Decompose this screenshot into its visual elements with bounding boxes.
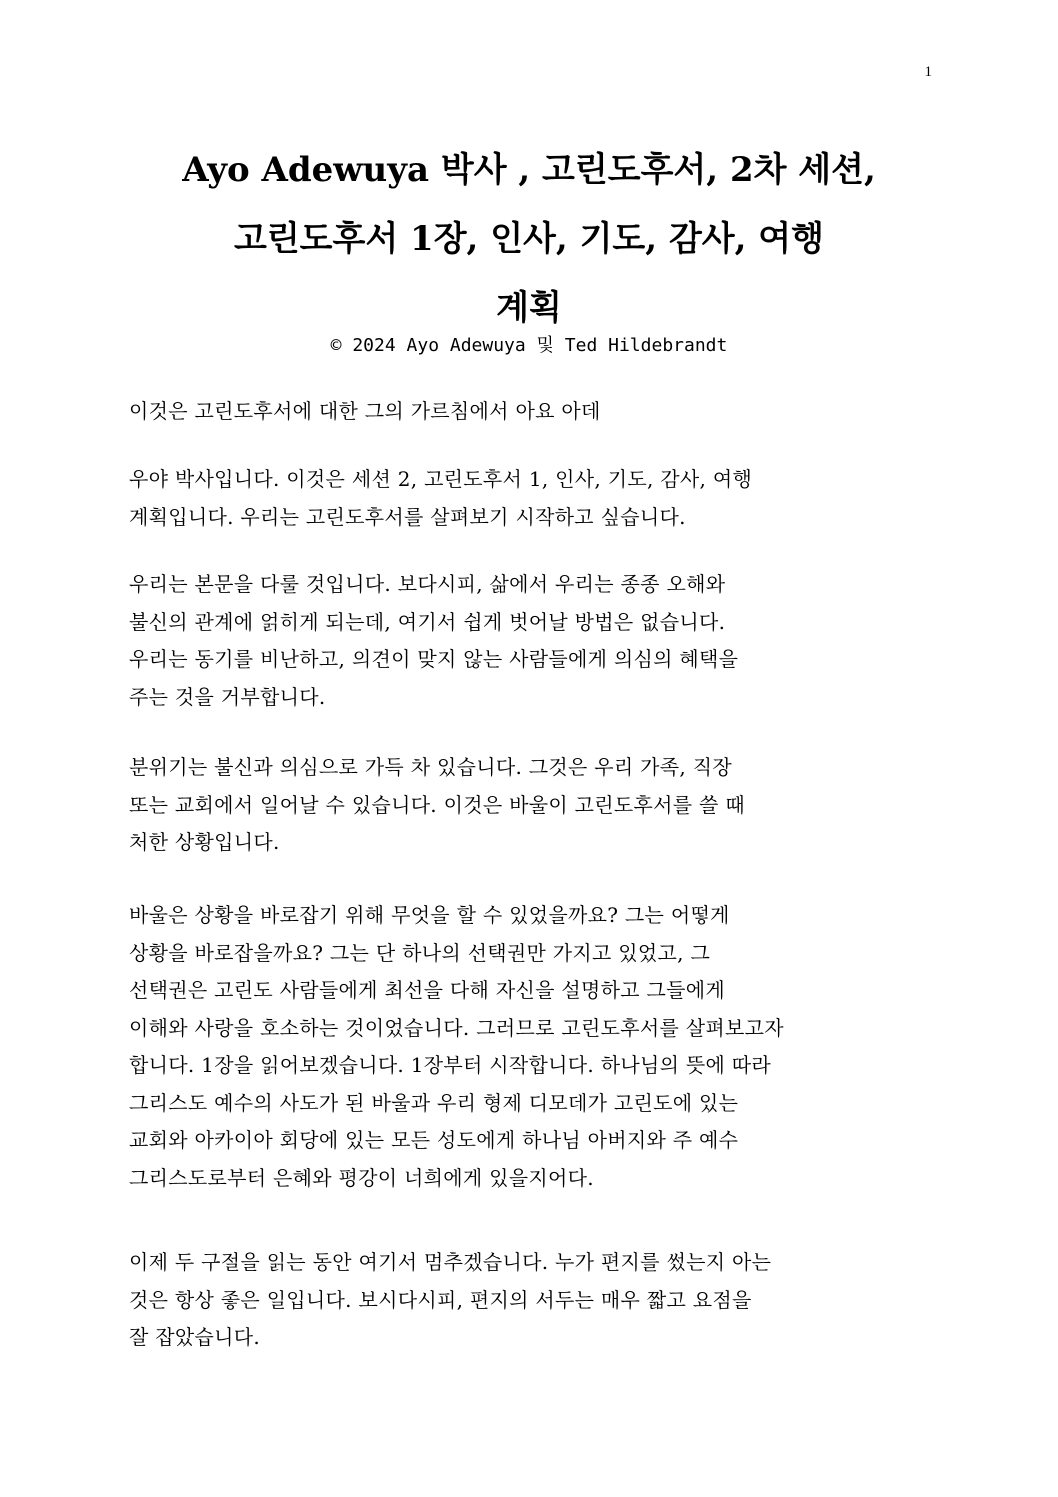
paragraph-line: 그리스도 예수의 사도가 된 바울과 우리 형제 디모데가 고린도에 있는 <box>129 1090 739 1115</box>
paragraph-line: 주는 것을 거부합니다. <box>129 684 326 709</box>
title-line: 고린도후서 1장, 인사, 기도, 감사, 여행 <box>233 219 824 259</box>
title-line: Ayo Adewuya 박사 , 고린도후서, 2차 세션, <box>182 150 876 190</box>
paragraph-line: 처한 상황입니다. <box>129 830 280 854</box>
paragraph-line: 상황을 바로잡을까요? 그는 단 하나의 선택권만 가지고 있었고, 그 <box>129 940 711 965</box>
paragraph-5 <box>129 897 929 1197</box>
paragraph-line: 그리스도로부터 은혜와 평강이 너희에게 있을지어다. <box>129 1165 594 1190</box>
paragraph-line: 또는 교회에서 일어날 수 있습니다. 이것은 바울이 고린도후서를 쓸 때 <box>129 792 745 817</box>
paragraph-line: 교회와 아카이아 회당에 있는 모든 성도에게 하나님 아버지와 주 예수 <box>129 1128 739 1152</box>
paragraph-line: 잘 잡았습니다. <box>129 1325 261 1349</box>
paragraph-line: 합니다. 1장을 읽어보겠습니다. 1장부터 시작합니다. 하나님의 뜻에 따라 <box>129 1053 771 1077</box>
paragraph-2 <box>129 461 929 536</box>
paragraph-line: 우야 박사입니다. 이것은 세션 2, 고린도후서 1, 인사, 기도, 감사, 여행 <box>129 467 753 491</box>
document-title <box>120 136 938 343</box>
paragraph-line: 분위기는 불신과 의심으로 가득 차 있습니다. 그것은 우리 가족, 직장 <box>129 755 732 779</box>
paragraph-line: 불신의 관계에 얽히게 되는데, 여기서 쉽게 벗어날 방법은 없습니다. <box>129 609 726 634</box>
paragraph-line: 우리는 동기를 비난하고, 의견이 맞지 않는 사람들에게 의심의 혜택을 <box>129 647 739 671</box>
paragraph-line: 이것은 고린도후서에 대한 그의 가르침에서 아요 아데 <box>129 399 601 423</box>
paragraph-line: 바울은 상황을 바로잡기 위해 무엇을 할 수 있었을까요? 그는 어떻게 <box>129 903 730 927</box>
paragraph-line: 이제 두 구절을 읽는 동안 여기서 멈추겠습니다. 누가 편지를 썼는지 아는 <box>129 1250 772 1274</box>
paragraph-1 <box>129 393 929 431</box>
page-number: 1 <box>924 64 932 80</box>
paragraph-line: 선택권은 고린도 사람들에게 최선을 다해 자신을 설명하고 그들에게 <box>129 978 725 1002</box>
paragraph-line: 것은 항상 좋은 일입니다. 보시다시피, 편지의 서두는 매우 짧고 요점을 <box>129 1287 752 1312</box>
paragraph-line: 계획입니다. 우리는 고린도후서를 살펴보기 시작하고 싶습니다. <box>129 504 686 529</box>
title-line: 계획 <box>496 288 562 328</box>
paragraph-6 <box>129 1244 929 1357</box>
copyright-notice: © 2024 Ayo Adewuya 및 Ted Hildebrandt <box>330 335 728 356</box>
paragraph-line: 이해와 사랑을 호소하는 것이었습니다. 그러므로 고린도후서를 살펴보고자 <box>129 1015 784 1040</box>
paragraph-3 <box>129 566 929 716</box>
paragraph-4 <box>129 749 929 862</box>
paragraph-line: 우리는 본문을 다룰 것입니다. 보다시피, 삶에서 우리는 종종 오해와 <box>129 572 726 596</box>
